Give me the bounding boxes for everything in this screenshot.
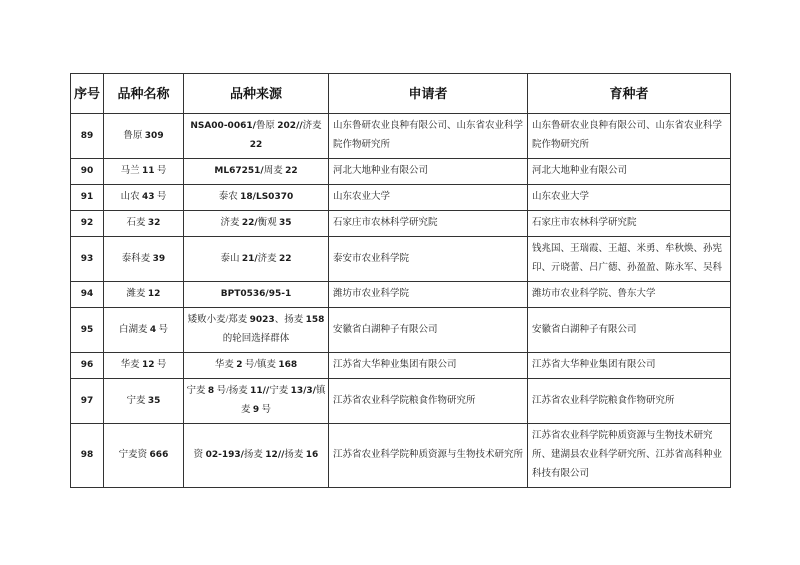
cell-breeder: 山东农业大学 — [528, 185, 731, 211]
cell-applicant: 山东农业大学 — [329, 185, 528, 211]
cell-variety-name: 泰科麦 39 — [104, 237, 184, 282]
cell-serial-number: 95 — [71, 308, 104, 353]
table-row — [71, 353, 731, 379]
cell-applicant: 石家庄市农林科学研究院 — [329, 211, 528, 237]
cell-applicant: 安徽省白湖种子有限公司 — [329, 308, 528, 353]
cell-variety-name: 白湖麦 4 号 — [104, 308, 184, 353]
cell-breeder: 山东鲁研农业良种有限公司、山东省农业科学院作物研究所 — [528, 114, 731, 159]
table-row — [71, 159, 731, 185]
cell-breeder: 江苏省农业科学院粮食作物研究所 — [528, 379, 731, 424]
cell-applicant: 山东鲁研农业良种有限公司、山东省农业科学院作物研究所 — [329, 114, 528, 159]
cell-serial-number: 94 — [71, 282, 104, 308]
cell-breeder: 江苏省大华种业集团有限公司 — [528, 353, 731, 379]
cell-applicant: 泰安市农业科学院 — [329, 237, 528, 282]
cell-serial-number: 91 — [71, 185, 104, 211]
cell-applicant: 江苏省大华种业集团有限公司 — [329, 353, 528, 379]
cell-breeder: 江苏省农业科学院种质资源与生物技术研究所、建湖县农业科学研究所、江苏省高科种业科技有限公司 — [528, 424, 731, 488]
cell-variety-name: 华麦 12 号 — [104, 353, 184, 379]
header-variety-source: 品种来源 — [184, 74, 329, 114]
variety-table — [70, 73, 731, 488]
cell-applicant: 河北大地种业有限公司 — [329, 159, 528, 185]
header-variety-name: 品种名称 — [104, 74, 184, 114]
table-row — [71, 185, 731, 211]
cell-variety-source: 华麦 2 号/镇麦 168 — [184, 353, 329, 379]
table-row — [71, 308, 731, 353]
table-row — [71, 211, 731, 237]
cell-serial-number: 93 — [71, 237, 104, 282]
cell-variety-name: 宁麦资 666 — [104, 424, 184, 488]
cell-serial-number: 92 — [71, 211, 104, 237]
cell-breeder: 潍坊市农业科学院、鲁东大学 — [528, 282, 731, 308]
cell-variety-source: 泰山 21/济麦 22 — [184, 237, 329, 282]
table-row — [71, 114, 731, 159]
cell-serial-number: 98 — [71, 424, 104, 488]
cell-variety-source: 泰农 18/LS0370 — [184, 185, 329, 211]
table-body — [71, 114, 731, 488]
cell-breeder: 钱兆国、王瑞霞、王超、米勇、牟秋焕、孙宪印、亓晓蕾、吕广德、孙盈盈、陈永军、吴科 — [528, 237, 731, 282]
cell-serial-number: 97 — [71, 379, 104, 424]
cell-variety-source: ML67251/周麦 22 — [184, 159, 329, 185]
cell-variety-source: NSA00-0061/鲁原 202//济麦 22 — [184, 114, 329, 159]
cell-breeder: 安徽省白湖种子有限公司 — [528, 308, 731, 353]
table-header-row — [71, 74, 731, 114]
cell-serial-number: 89 — [71, 114, 104, 159]
cell-breeder: 河北大地种业有限公司 — [528, 159, 731, 185]
table-row — [71, 282, 731, 308]
table-row — [71, 424, 731, 488]
header-breeder: 育种者 — [528, 74, 731, 114]
cell-variety-source: 资 02-193/扬麦 12//扬麦 16 — [184, 424, 329, 488]
cell-applicant: 潍坊市农业科学院 — [329, 282, 528, 308]
cell-variety-name: 石麦 32 — [104, 211, 184, 237]
cell-variety-name: 潍麦 12 — [104, 282, 184, 308]
cell-breeder: 石家庄市农林科学研究院 — [528, 211, 731, 237]
cell-variety-source: 济麦 22/衡观 35 — [184, 211, 329, 237]
cell-variety-name: 鲁原 309 — [104, 114, 184, 159]
cell-applicant: 江苏省农业科学院种质资源与生物技术研究所 — [329, 424, 528, 488]
cell-applicant: 江苏省农业科学院粮食作物研究所 — [329, 379, 528, 424]
cell-variety-source: BPT0536/95-1 — [184, 282, 329, 308]
header-applicant: 申请者 — [329, 74, 528, 114]
table-row — [71, 379, 731, 424]
cell-variety-name: 马兰 11 号 — [104, 159, 184, 185]
table-row — [71, 237, 731, 282]
cell-variety-source: 宁麦 8 号/扬麦 11//宁麦 13/3/镇麦 9 号 — [184, 379, 329, 424]
header-serial-number: 序号 — [71, 74, 104, 114]
cell-variety-name: 宁麦 35 — [104, 379, 184, 424]
cell-serial-number: 96 — [71, 353, 104, 379]
cell-variety-source: 矮败小麦/郑麦 9023、扬麦 158 的轮回选择群体 — [184, 308, 329, 353]
cell-serial-number: 90 — [71, 159, 104, 185]
cell-variety-name: 山农 43 号 — [104, 185, 184, 211]
